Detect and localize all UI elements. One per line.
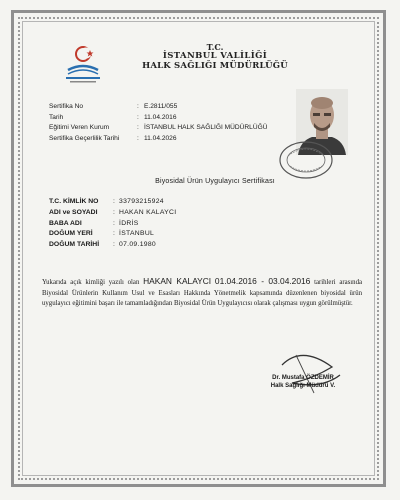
statement-dates: 01.04.2016 - 03.04.2016 bbox=[214, 276, 311, 286]
field-value: İSTANBUL HALK SAĞLIĞI MÜDÜRLÜĞÜ bbox=[144, 124, 268, 131]
field-value: HAKAN KALAYCI bbox=[119, 208, 177, 216]
field-value: 07.09.1980 bbox=[119, 241, 157, 249]
header-directorate: HALK SAĞLIĞI MÜDÜRLÜĞÜ bbox=[142, 61, 288, 71]
header-governorship: İSTANBUL VALİLİĞİ bbox=[162, 51, 268, 61]
field-label: ADI ve SOYADI bbox=[49, 208, 98, 216]
header-tc: T.C. bbox=[206, 42, 224, 52]
field-colon: : bbox=[113, 241, 115, 249]
official-seal-icon bbox=[278, 140, 334, 180]
signatory-name: Dr. Mustafa ÖZDEMİR bbox=[272, 375, 334, 381]
field-colon: : bbox=[113, 230, 115, 238]
field-colon: : bbox=[113, 219, 115, 227]
field-colon: : bbox=[113, 198, 115, 205]
field-colon: : bbox=[137, 124, 139, 131]
certificate-title: Biyosidal Ürün Uygulayıcı Sertifikası bbox=[155, 178, 275, 185]
field-label: Sertifika Geçerlilik Tarihi bbox=[49, 134, 120, 142]
field-label: Sertifika No bbox=[49, 103, 84, 110]
field-value: 11.04.2016 bbox=[144, 113, 177, 121]
statement-body: tarihleri arasında Biyosidal Ürünlerin Kullanım Usul ve Esasları Hakkında Yönetmelik kapsamında düzenlenen biyosidal ürün uygulayıcı eğitimini başarı ile tamamladığından Biyosidal Ürün Uygulayıcısı olarak çalışması uygun görülmüştür. bbox=[42, 279, 362, 308]
field-value: E.2811/055 bbox=[144, 103, 178, 110]
field-colon: : bbox=[137, 113, 139, 121]
field-value: İSTANBUL bbox=[119, 230, 155, 238]
field-label: T.C. KİMLİK NO bbox=[49, 198, 99, 205]
signatory-title: Halk Sağlığı Müdürü V. bbox=[270, 383, 336, 389]
field-label: Tarih bbox=[49, 113, 64, 121]
field-label: DOĞUM YERİ bbox=[49, 230, 93, 238]
field-value: 11.04.2026 bbox=[144, 134, 177, 142]
field-value: İDRİS bbox=[119, 219, 139, 227]
signature-block bbox=[248, 374, 358, 390]
statement-intro: Yukarıda açık kimliği yazılı olan bbox=[42, 279, 140, 286]
field-value: 33793215924 bbox=[119, 198, 164, 205]
field-colon: : bbox=[113, 208, 115, 216]
field-label: BABA ADI bbox=[49, 219, 82, 227]
field-label: DOĞUM TARİHİ bbox=[49, 241, 100, 249]
field-label: Eğitimi Veren Kurum bbox=[49, 124, 110, 131]
statement-name: HAKAN KALAYCI bbox=[143, 276, 212, 286]
field-colon: : bbox=[137, 103, 139, 110]
certificate-statement bbox=[42, 276, 362, 310]
field-colon: : bbox=[137, 134, 139, 142]
